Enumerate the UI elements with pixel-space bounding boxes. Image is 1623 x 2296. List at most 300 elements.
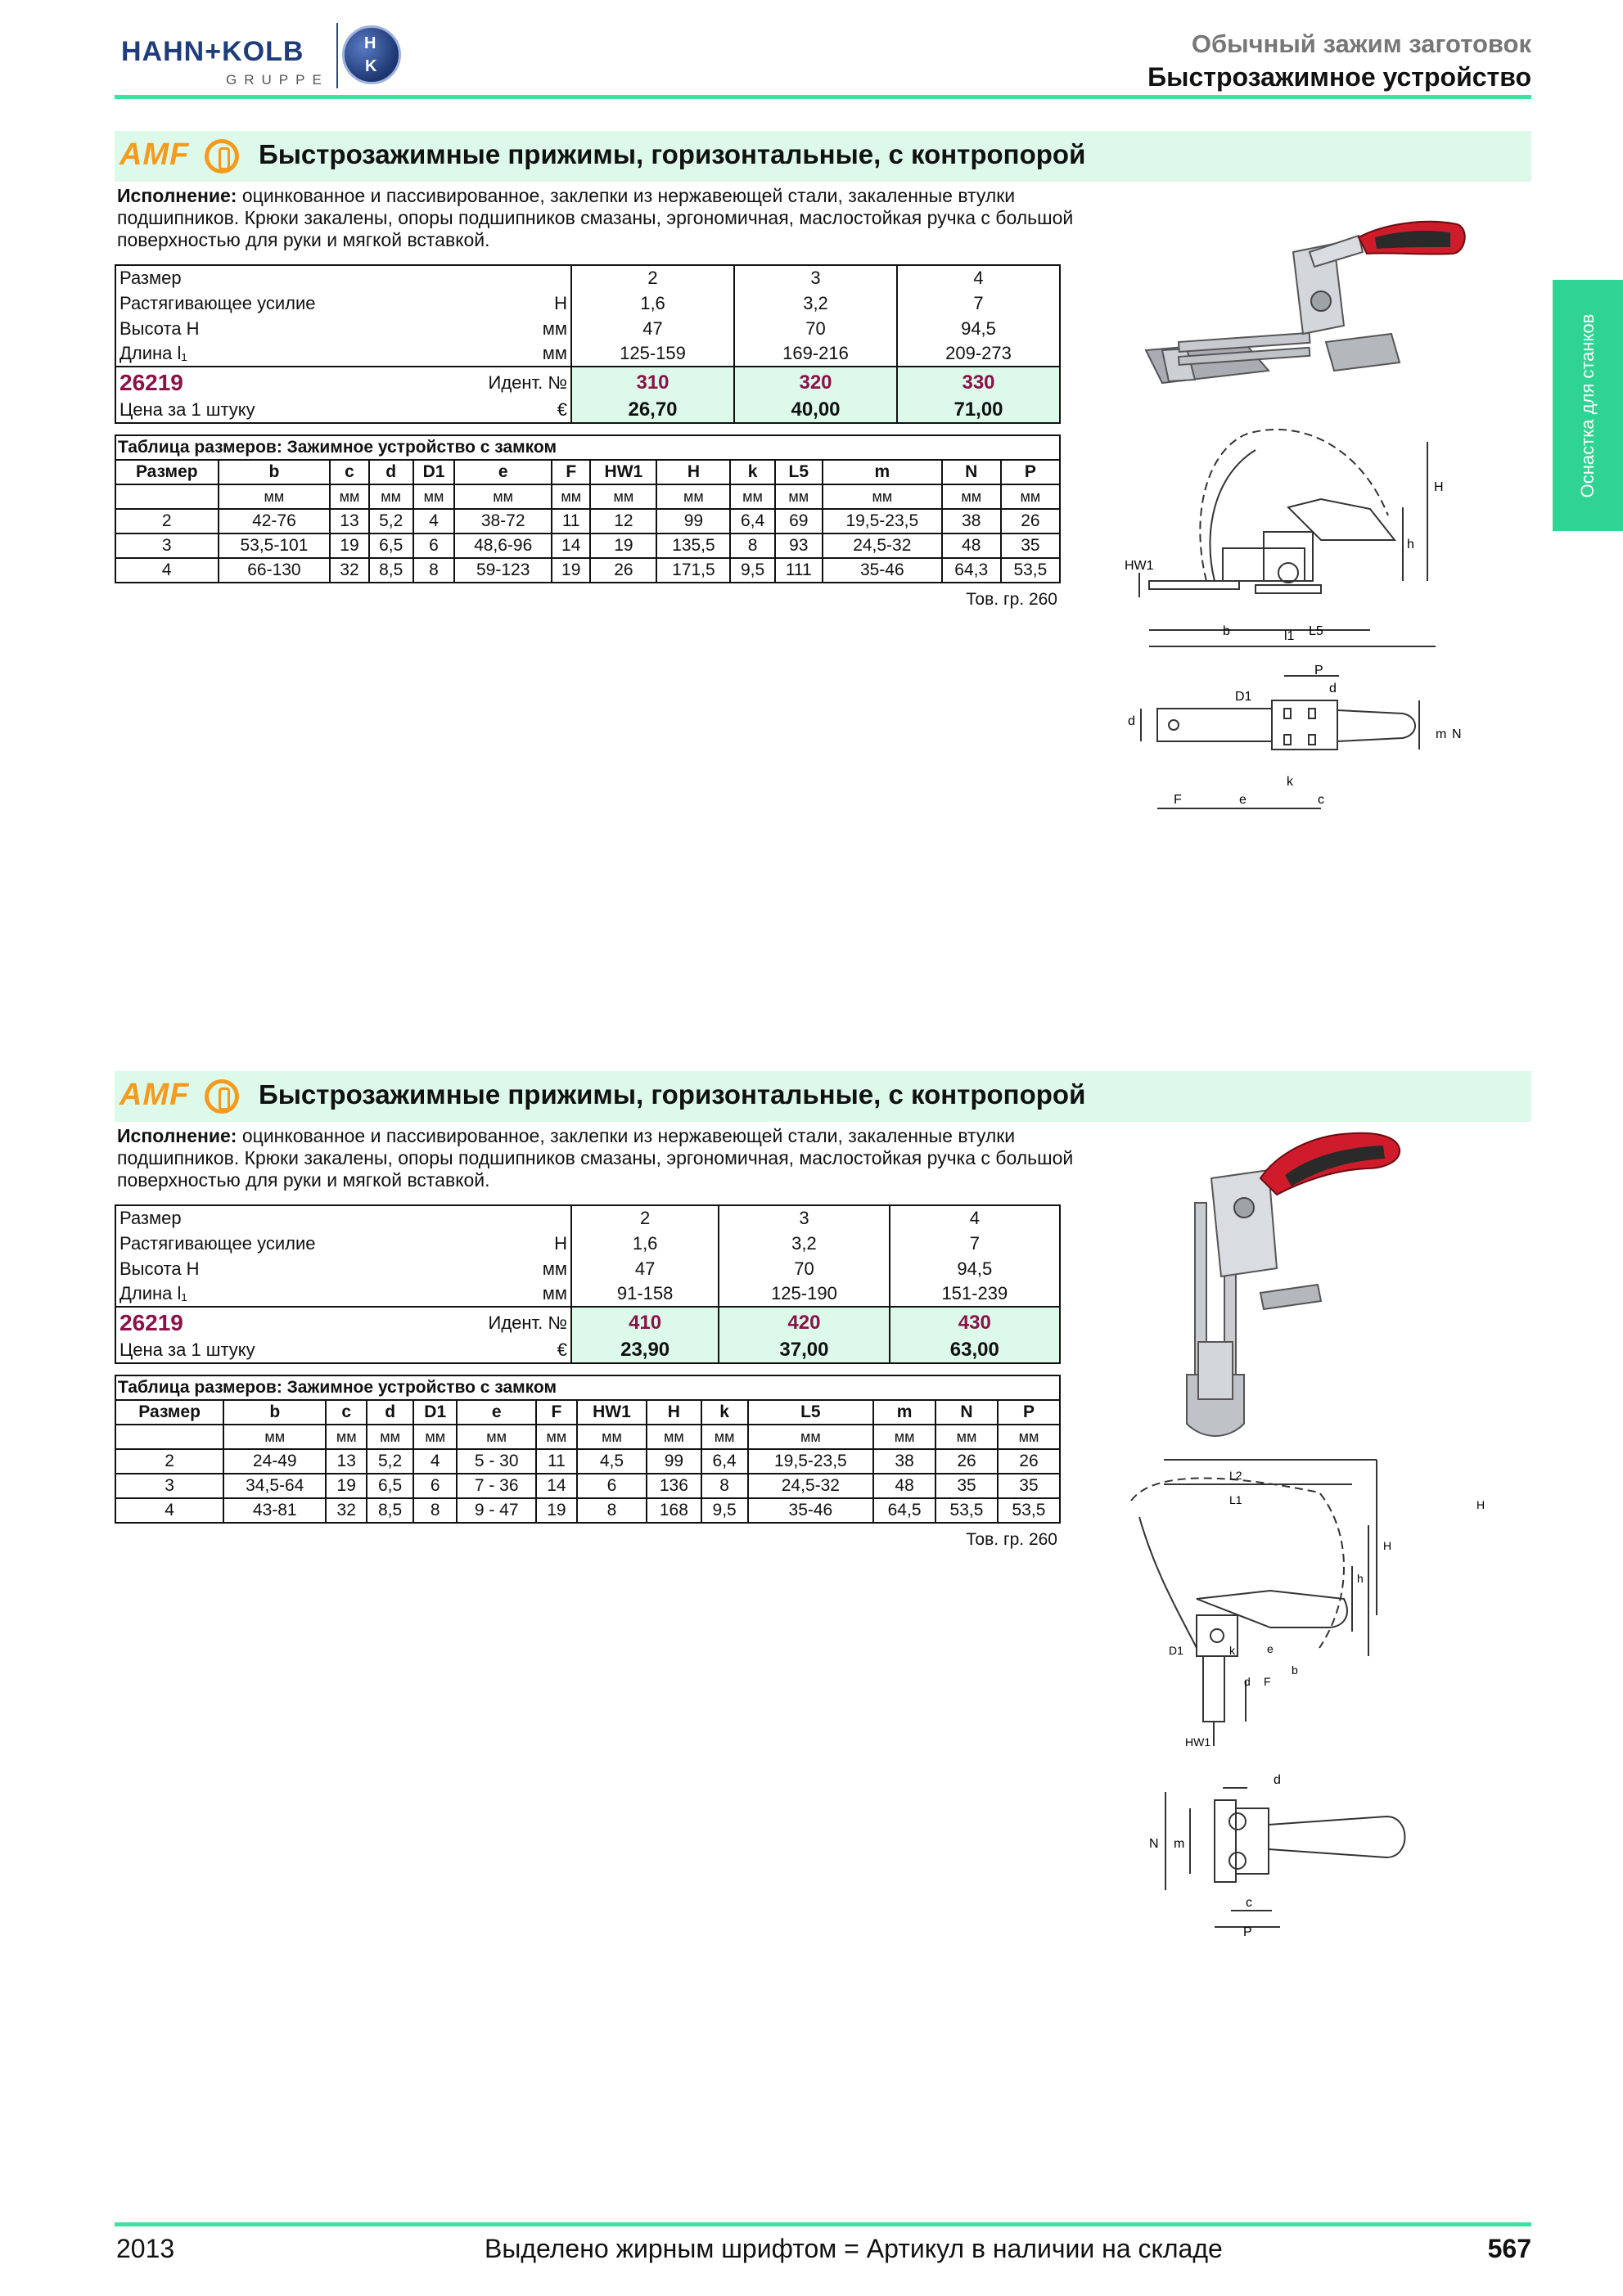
table-cell: мм: [369, 484, 413, 509]
cell-value: 3,2: [734, 290, 897, 316]
dim-label-HW1: HW1: [1125, 559, 1154, 573]
table-cell: 4: [413, 1449, 457, 1474]
logo-emblem: [342, 25, 401, 84]
dims-caption: Таблица размеров: Зажимное устройство с замком: [115, 435, 1060, 460]
dim-label-d-top: d: [1274, 1773, 1281, 1787]
table-cell: мм: [775, 484, 823, 509]
table-cell: 19: [330, 533, 368, 558]
dim-label-b: b: [1292, 1663, 1298, 1677]
section-2-title-band: [115, 1071, 1531, 1122]
table-cell: мм: [457, 1425, 536, 1449]
table-cell: 5,2: [369, 509, 413, 533]
table-cell: 8: [413, 1498, 457, 1523]
table-cell: 4,5: [577, 1449, 647, 1474]
table-cell: 2: [115, 1449, 223, 1474]
section-2-product-group-ref: Тов. гр. 260: [966, 1530, 1057, 1549]
table-cell: 11: [536, 1449, 577, 1474]
table-cell: e: [457, 1400, 536, 1425]
table-cell: 6,5: [367, 1474, 413, 1498]
table-row: [115, 290, 1060, 316]
cell-value: 2: [571, 1205, 719, 1231]
table-cell: мм: [1001, 484, 1060, 509]
table-cell: мм: [935, 1425, 998, 1449]
table-cell: мм: [330, 484, 368, 509]
section-1-top-view-drawing: [1125, 660, 1468, 815]
table-cell: 43-81: [223, 1498, 326, 1523]
dim-label-h: h: [1407, 538, 1414, 551]
price-value: 37,00: [719, 1338, 889, 1363]
table-cell: 24,5-32: [823, 533, 942, 558]
table-cell: 32: [326, 1498, 367, 1523]
cell-value: 47: [571, 1256, 719, 1281]
cell-value: 70: [719, 1256, 889, 1281]
dim-label-H: H: [1434, 480, 1444, 494]
cell-value: 3,2: [719, 1231, 889, 1256]
dim-label-D1: D1: [1169, 1644, 1183, 1657]
table-cell: k: [701, 1400, 748, 1425]
table-cell: 9,5: [730, 558, 774, 583]
table-cell: 8,5: [369, 558, 413, 583]
row-label: Высота H: [119, 1258, 200, 1279]
ident-row: [115, 1307, 1060, 1338]
table-cell: 3: [115, 533, 219, 558]
price-unit: €: [557, 1339, 567, 1360]
desc-label: Исполнение:: [117, 185, 237, 206]
price-label: Цена за 1 штуку: [119, 399, 255, 420]
table-row: [115, 265, 1060, 290]
header-subcategory: Быстрозажимное устройство: [1147, 62, 1531, 92]
table-cell: 4: [115, 1498, 223, 1523]
logo-letter-k: K: [365, 57, 377, 75]
row-unit: [443, 1205, 571, 1231]
table-cell: 6: [577, 1474, 647, 1498]
section-2-side-view-drawing: [1107, 1452, 1491, 1763]
table-cell: мм: [942, 484, 1001, 509]
row-unit: Н: [554, 1232, 567, 1254]
table-cell: мм: [577, 1425, 647, 1449]
table-cell: 8: [730, 533, 774, 558]
table-cell: мм: [730, 484, 774, 509]
price-value: 23,90: [571, 1338, 719, 1363]
table-cell: F: [552, 460, 590, 484]
dim-label-l1: l1: [1284, 629, 1295, 643]
table-cell: 135,5: [656, 533, 730, 558]
ident-label: Идент. №: [443, 1307, 571, 1338]
section-2-title: Быстрозажимные прижимы, горизонтальные, с контропорой: [259, 1079, 1086, 1110]
table-cell: c: [330, 460, 368, 484]
table-cell: 6: [413, 533, 455, 558]
cell-value: 91-158: [571, 1281, 719, 1307]
table-cell: 99: [656, 509, 730, 533]
dim-label-k: k: [1229, 1644, 1235, 1657]
table-cell: 38: [873, 1449, 935, 1474]
cell-value: 209-273: [897, 341, 1060, 367]
table-cell: m: [823, 460, 942, 484]
section-1-dimension-table: [115, 434, 1061, 583]
table-cell: мм: [647, 1425, 701, 1449]
section-2-clamp-photo: [1179, 1129, 1440, 1440]
dim-label-h: h: [1357, 1572, 1364, 1585]
table-cell: F: [536, 1400, 577, 1425]
table-cell: 171,5: [656, 558, 730, 583]
price-unit: €: [557, 399, 567, 420]
table-cell: 19,5-23,5: [823, 509, 942, 533]
dim-label-b: b: [1223, 624, 1230, 638]
section-2-description: [117, 1125, 1083, 1191]
table-cell: 14: [552, 533, 590, 558]
table-cell: мм: [873, 1425, 935, 1449]
table-cell: мм: [590, 484, 656, 509]
table-cell: 35: [1001, 533, 1060, 558]
table-cell: 24-49: [223, 1449, 326, 1474]
cell-value: 7: [897, 290, 1060, 316]
table-cell: 26: [590, 558, 656, 583]
table-cell: 3: [115, 1474, 223, 1498]
table-cell: 99: [647, 1449, 701, 1474]
table-row: [115, 1256, 1060, 1281]
table-row: [115, 509, 1060, 533]
dim-label-d-top: d: [1329, 682, 1337, 696]
logo-letter-h: H: [364, 34, 376, 52]
dim-label-L5: L5: [1309, 624, 1323, 638]
table-cell: 38-72: [454, 509, 552, 533]
dims-caption: Таблица размеров: Зажимное устройство с замком: [115, 1375, 1060, 1400]
table-cell: 19: [536, 1498, 577, 1523]
ident-number[interactable]: 330: [897, 367, 1060, 398]
table-cell: 32: [330, 558, 368, 583]
table-cell: 9,5: [701, 1498, 748, 1523]
cell-value: 4: [890, 1205, 1060, 1231]
section-1-description: [117, 185, 1083, 251]
article-code: 26219: [115, 367, 443, 398]
table-cell: 111: [775, 558, 823, 583]
dim-label-F: F: [1174, 793, 1182, 807]
cell-value: 3: [734, 265, 897, 290]
table-cell: мм: [823, 484, 942, 509]
table-cell: 12: [590, 509, 656, 533]
table-cell: 19: [326, 1474, 367, 1498]
amf-logo-mark: [205, 139, 239, 173]
dims-caption-row: [115, 435, 1060, 460]
price-value: 40,00: [734, 398, 897, 423]
desc-text: оцинкованное и пассивированное, заклепки из нержавеющей стали, закаленные втулки подшипников. Крюки закалены, опоры подшипников смазаны, эргономичная, маслостойкая ручка с большой поверхностью для руки и мягкой вставкой.: [117, 1125, 1074, 1191]
table-cell: 8: [701, 1474, 748, 1498]
table-cell: H: [647, 1400, 701, 1425]
table-cell: 6,5: [369, 533, 413, 558]
table-cell: 6: [413, 1474, 457, 1498]
amf-logo-text: AMF: [119, 1078, 190, 1112]
ident-number[interactable]: 430: [890, 1307, 1060, 1338]
table-cell: 35-46: [748, 1498, 873, 1523]
dim-label-k: k: [1287, 775, 1293, 789]
table-cell: d: [369, 460, 413, 484]
table-cell: e: [454, 460, 552, 484]
table-cell: 8: [577, 1498, 647, 1523]
side-tab-label: Оснастка для станков: [1577, 313, 1598, 497]
cell-value: 7: [890, 1231, 1060, 1256]
table-cell: 35: [998, 1474, 1060, 1498]
cell-value: 125-159: [571, 341, 734, 367]
amf-logo: [119, 1078, 255, 1115]
logo-group: GRUPPE: [226, 72, 329, 88]
table-cell: 35-46: [823, 558, 942, 583]
table-cell: 2: [115, 509, 219, 533]
price-row: [115, 398, 1060, 423]
table-cell: 6,4: [730, 509, 774, 533]
table-row: [115, 1205, 1060, 1231]
row-unit: мм: [542, 343, 567, 363]
table-cell: 64,5: [873, 1498, 935, 1523]
dims-header-row: [115, 1400, 1060, 1425]
table-cell: 26: [1001, 509, 1060, 533]
table-cell: Размер: [115, 460, 219, 484]
table-cell: 168: [647, 1498, 701, 1523]
table-cell: 48: [873, 1474, 935, 1498]
dim-label-e: e: [1267, 1642, 1274, 1655]
dim-label-N: N: [1149, 1837, 1159, 1851]
cell-value: 4: [897, 265, 1060, 290]
logo-brand: HAHN+KOLB: [121, 36, 304, 67]
section-1-title-band: [115, 131, 1531, 182]
table-cell: 48,6-96: [454, 533, 552, 558]
table-cell: 64,3: [942, 558, 1001, 583]
table-cell: P: [1001, 460, 1060, 484]
table-cell: P: [998, 1400, 1060, 1425]
table-cell: 9 - 47: [457, 1498, 536, 1523]
price-row: [115, 1338, 1060, 1363]
dims-caption-row: [115, 1375, 1060, 1400]
row-unit: мм: [542, 1283, 567, 1303]
dims-unit-row: [115, 484, 1060, 509]
ident-number[interactable]: 410: [571, 1307, 719, 1338]
row-unit: Н: [554, 292, 567, 313]
table-cell: 69: [775, 509, 823, 533]
footer-note: Выделено жирным шрифтом = Артикул в наличии на складе: [485, 2234, 1223, 2263]
cell-value: 2: [571, 265, 734, 290]
table-cell: HW1: [590, 460, 656, 484]
row-unit: мм: [542, 317, 567, 339]
table-cell: N: [942, 460, 1001, 484]
table-cell: 136: [647, 1474, 701, 1498]
cell-value: 70: [734, 316, 897, 341]
cell-value: 1,6: [571, 290, 734, 316]
table-cell: мм: [656, 484, 730, 509]
cell-value: 47: [571, 316, 734, 341]
table-cell: 8,5: [367, 1498, 413, 1523]
table-cell: 38: [942, 509, 1001, 533]
amf-logo-text: AMF: [119, 137, 190, 172]
row-label: Длина l₁: [119, 343, 187, 363]
header-rule: [115, 95, 1531, 99]
table-cell: 11: [552, 509, 590, 533]
table-cell: 59-123: [454, 558, 552, 583]
table-cell: мм: [701, 1425, 748, 1449]
dim-label-L2: L2: [1229, 1469, 1242, 1482]
dim-label-F: F: [1264, 1675, 1271, 1688]
table-cell: 4: [413, 509, 455, 533]
table-cell: d: [367, 1400, 413, 1425]
table-row: [115, 558, 1060, 583]
article-code: 26219: [115, 1307, 443, 1338]
dim-label-P: P: [1314, 664, 1323, 678]
dim-label-HW1: HW1: [1185, 1736, 1211, 1749]
table-cell: k: [730, 460, 774, 484]
table-row: [115, 316, 1060, 341]
table-cell: 19,5-23,5: [748, 1449, 873, 1474]
dim-label-m: m: [1436, 727, 1447, 741]
table-cell: мм: [536, 1425, 577, 1449]
ident-row: [115, 367, 1060, 398]
table-cell: 48: [942, 533, 1001, 558]
table-cell: 19: [590, 533, 656, 558]
cell-value: 94,5: [890, 1256, 1060, 1281]
cell-value: 1,6: [571, 1231, 719, 1256]
side-tab[interactable]: [1553, 280, 1623, 531]
table-row: [115, 341, 1060, 367]
company-logo: [121, 23, 416, 88]
table-cell: 34,5-64: [223, 1474, 326, 1498]
table-cell: Размер: [115, 1400, 223, 1425]
table-cell: 35: [935, 1474, 998, 1498]
table-cell: 5,2: [367, 1449, 413, 1474]
dim-label-P: P: [1243, 1925, 1252, 1939]
cell-value: 169-216: [734, 341, 897, 367]
dim-label-d-left: d: [1128, 714, 1135, 728]
table-cell: c: [326, 1400, 367, 1425]
cell-value: 3: [719, 1205, 889, 1231]
dim-label-d-mid: d: [1244, 1675, 1251, 1688]
page-header-titles: [1147, 29, 1531, 92]
table-cell: 7 - 36: [457, 1474, 536, 1498]
table-cell: m: [873, 1400, 935, 1425]
table-cell: L5: [775, 460, 823, 484]
dim-label-L1: L1: [1229, 1493, 1242, 1506]
dim-label-e: e: [1239, 793, 1247, 807]
table-cell: мм: [413, 1425, 457, 1449]
table-cell: мм: [413, 484, 455, 509]
row-label: Размер: [119, 1208, 182, 1228]
table-cell: H: [656, 460, 730, 484]
table-cell: 93: [775, 533, 823, 558]
table-cell: HW1: [577, 1400, 647, 1425]
table-cell: 26: [998, 1449, 1060, 1474]
dims-unit-row: [115, 1425, 1060, 1449]
table-cell: мм: [998, 1425, 1060, 1449]
table-row: [115, 1498, 1060, 1523]
table-cell: D1: [413, 460, 455, 484]
table-cell: L5: [748, 1400, 873, 1425]
row-label: Высота H: [119, 317, 200, 339]
footer-year: 2013: [116, 2234, 175, 2263]
table-cell: 19: [552, 558, 590, 583]
table-cell: D1: [413, 1400, 457, 1425]
table-cell: 53,5: [935, 1498, 998, 1523]
section-1-title: Быстрозажимные прижимы, горизонтальные, с контропорой: [259, 139, 1086, 169]
table-cell: мм: [326, 1425, 367, 1449]
table-cell: 14: [536, 1474, 577, 1498]
dim-label-H: H: [1383, 1539, 1392, 1552]
row-label: Размер: [119, 268, 182, 288]
row-unit: мм: [542, 1258, 567, 1279]
price-value: 26,70: [571, 398, 734, 423]
table-cell: b: [223, 1400, 326, 1425]
price-value: 71,00: [897, 398, 1060, 423]
table-row: [115, 1231, 1060, 1256]
dim-label-N: N: [1452, 727, 1462, 741]
amf-logo-mark: [205, 1079, 239, 1114]
ident-number[interactable]: 320: [734, 367, 897, 398]
table-cell: 42-76: [219, 509, 331, 533]
table-cell: 53,5: [998, 1498, 1060, 1523]
table-cell: 13: [326, 1449, 367, 1474]
section-2-top-view-drawing: [1141, 1767, 1468, 1939]
price-label: Цена за 1 штуку: [119, 1339, 255, 1360]
amf-logo: [119, 137, 255, 175]
row-unit: [443, 265, 571, 290]
table-cell: мм: [223, 1425, 326, 1449]
ident-number[interactable]: 420: [719, 1307, 889, 1338]
dim-label-D1: D1: [1235, 690, 1252, 704]
table-cell: 66-130: [219, 558, 331, 583]
table-cell: мм: [748, 1425, 873, 1449]
desc-label: Исполнение:: [117, 1125, 237, 1146]
table-cell: [115, 484, 219, 509]
cell-value: 94,5: [897, 316, 1060, 341]
dim-label-c: c: [1246, 1896, 1252, 1910]
table-cell: 8: [413, 558, 455, 583]
header-category: Обычный зажим заготовок: [1191, 29, 1531, 58]
section-1-product-group-ref: Тов. гр. 260: [966, 590, 1057, 609]
table-cell: 6,4: [701, 1449, 748, 1474]
desc-text: оцинкованное и пассивированное, заклепки из нержавеющей стали, закаленные втулки подшипников. Крюки закалены, опоры подшипников смазаны, эргономичная, маслостойкая ручка с большой поверхностью для руки и мягкой вставкой.: [117, 185, 1074, 250]
table-row: [115, 533, 1060, 558]
page-number: 567: [1487, 2234, 1531, 2263]
table-cell: 13: [330, 509, 368, 533]
table-cell: мм: [552, 484, 590, 509]
dim-label-c: c: [1318, 793, 1324, 807]
row-label: Длина l₁: [119, 1283, 187, 1303]
table-row: [115, 1474, 1060, 1498]
footer-rule: [115, 2222, 1531, 2226]
cell-value: 151-239: [890, 1281, 1060, 1307]
dim-label-H-far: H: [1476, 1498, 1485, 1511]
ident-label: Идент. №: [443, 367, 571, 398]
table-row: [115, 1281, 1060, 1307]
row-label: Растягивающее усилие: [119, 1232, 316, 1254]
price-value: 63,00: [890, 1338, 1060, 1363]
ident-number[interactable]: 310: [571, 367, 734, 398]
table-cell: 24,5-32: [748, 1474, 873, 1498]
dim-label-m: m: [1174, 1837, 1185, 1851]
table-cell: 5 - 30: [457, 1449, 536, 1474]
table-row: [115, 1449, 1060, 1474]
table-cell: [115, 1425, 223, 1449]
table-cell: 53,5-101: [219, 533, 331, 558]
table-cell: мм: [367, 1425, 413, 1449]
section-2-dimension-table: [115, 1375, 1061, 1524]
logo-divider: [336, 23, 338, 88]
table-cell: b: [219, 460, 331, 484]
section-1-spec-table: [115, 264, 1061, 424]
table-cell: 4: [115, 558, 219, 583]
table-cell: 26: [935, 1449, 998, 1474]
dims-header-row: [115, 460, 1060, 484]
section-1-side-view-drawing: [1125, 417, 1468, 655]
row-label: Растягивающее усилие: [119, 292, 316, 313]
cell-value: 125-190: [719, 1281, 889, 1307]
table-cell: мм: [454, 484, 552, 509]
table-cell: мм: [219, 484, 331, 509]
